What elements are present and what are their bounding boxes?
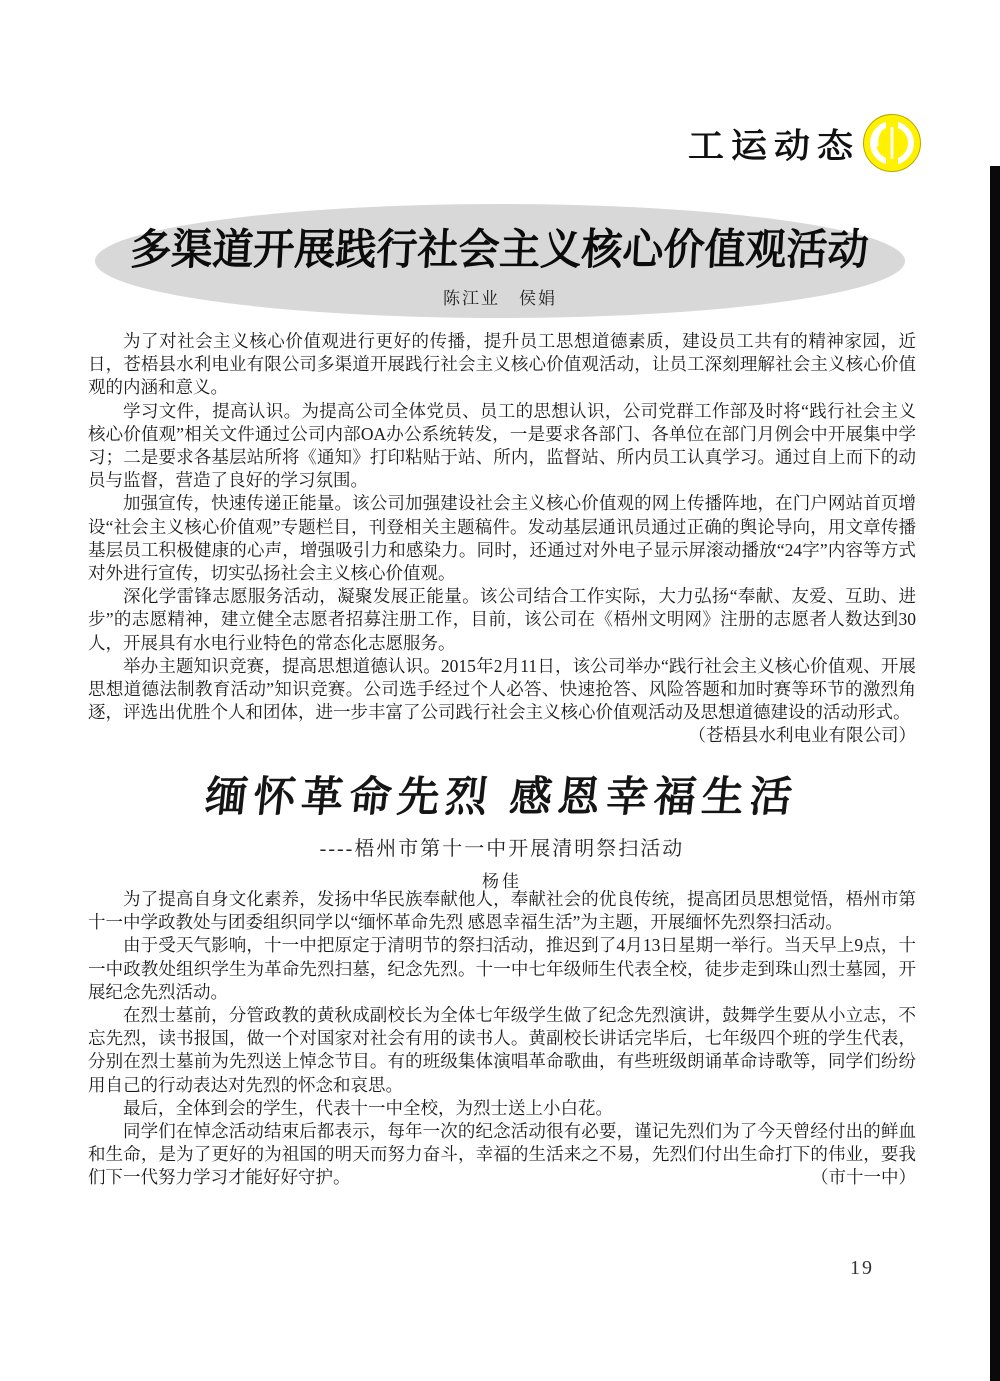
trade-union-logo-icon	[862, 113, 922, 173]
scan-edge-artifact	[990, 166, 1000, 1381]
article1-authors: 陈江业 侯娟	[443, 289, 557, 308]
article2-paragraph: 由于受天气影响，十一中把原定于清明节的祭扫活动，推迟到了4月13日星期一举行。当天早上9点，十一中政教处组织学生为革命先烈扫墓，纪念先烈。十一中七年级师生代表全校，徒步走到珠山烈士墓园，开展纪念先烈活动。	[88, 935, 916, 1002]
article1-paragraph: 学习文件，提高认识。为提高公司全体党员、员工的思想认识，公司党群工作部及时将“践行社会主义核心价值观”相关文件通过公司内部OA办公系统转发，一是要求各部门、各单位在部门月例会中开展集中学习；二是要求各基层站所将《通知》打印粘贴于站、所内，监督站、所内员工认真学习。通过自上而下的动员与监督，营造了良好的学习氛围。	[88, 400, 916, 491]
article1-paragraph: 深化学雷锋志愿服务活动，凝聚发展正能量。该公司结合工作实际，大力弘扬“奉献、友爱、互助、进步”的志愿精神，建立健全志愿者招募注册工作，目前，该公司在《梧州文明网》注册的志愿者人数达到30人，开展具有水电行业特色的常态化志愿服务。	[88, 586, 916, 653]
article2-paragraph: 为了提高自身文化素养，发扬中华民族奉献他人，奉献社会的优良传统，提高团员思想觉悟，梧州市第十一中学政教处与团委组织同学以“缅怀革命先烈 感恩幸福生活”为主题，开展缅怀先烈祭扫活动。	[88, 889, 916, 933]
article2-paragraph: 最后，全体到会的学生，代表十一中全校，为烈士送上小白花。	[123, 1097, 613, 1118]
article2-attribution: （市十一中）	[811, 1167, 916, 1188]
article1-paragraph: 加强宣传，快速传递正能量。该公司加强建设社会主义核心价值观的网上传播阵地，在门户网站首页增设“社会主义核心价值观”专题栏目，刊登相关主题稿件。发动基层通讯员通过正确的舆论导向，用文章传播基层员工积极健康的心声，增强吸引力和感染力。同时，还通过对外电子显示屏滚动播放“24字”内容等方式对外进行宣传，切实弘扬社会主义核心价值观。	[88, 493, 916, 584]
article2-author: 杨佳	[482, 872, 522, 891]
article2-title: 缅怀革命先烈 感恩幸福生活	[202, 775, 801, 821]
article2-paragraph-text: 同学们在悼念活动结束后都表示，每年一次的纪念活动很有必要，谨记先烈们为了今天曾经付出的鲜血和生命，是为了更好的为祖国的明天而努力奋斗，幸福的生活来之不易，先烈们付出生命打下的伟业，要我们下一代努力学习才能好好守护。	[88, 1121, 916, 1188]
masthead-title: 工运动态	[687, 126, 860, 165]
article1-paragraph	[88, 655, 916, 746]
page-number: 19	[850, 1257, 874, 1279]
article1-title-banner	[95, 204, 905, 318]
article1-paragraph-text: 举办主题知识竞赛，提高思想道德认识。2015年2月11日，该公司举办“践行社会主义核心价值观、开展思想道德法制教育活动”知识竞赛。公司选手经过个人必答、快速抢答、风险答题和加时赛等环节的激烈角逐，评选出优胜个人和团体，进一步丰富了公司践行社会主义核心价值观活动及思想道德建设的活动形式。	[88, 655, 916, 723]
article1-attribution: （苍梧县水利电业有限公司）	[688, 725, 916, 746]
article2-paragraph	[88, 1120, 916, 1190]
article1-paragraph: 为了对社会主义核心价值观进行更好的传播，提升员工思想道德素质，建设员工共有的精神家园，近日，苍梧县水利电业有限公司多渠道开展践行社会主义核心价值观活动，让员工深刻理解社会主义核心价值观的内涵和意义。	[88, 331, 916, 398]
article2-paragraph: 在烈士墓前，分管政教的黄秋成副校长为全体七年级学生做了纪念先烈演讲，鼓舞学生要从小立志，不忘先烈，读书报国，做一个对国家对社会有用的读书人。黄副校长讲话完毕后，七年级四个班的学生代表，分别在烈士墓前为先烈送上悼念节目。有的班级集体演唱革命歌曲，有些班级朗诵革命诗歌等，同学们纷纷用自己的行动表达对先烈的怀念和哀思。	[88, 1005, 916, 1095]
article2-subtitle: ----梧州市第十一中开展清明祭扫活动	[319, 838, 685, 860]
page-header	[0, 108, 922, 178]
article1-body	[88, 330, 916, 748]
article1-title: 多渠道开展践行社会主义核心价值观活动	[129, 225, 870, 274]
article2-header	[88, 764, 916, 892]
article2-body	[88, 888, 916, 1190]
